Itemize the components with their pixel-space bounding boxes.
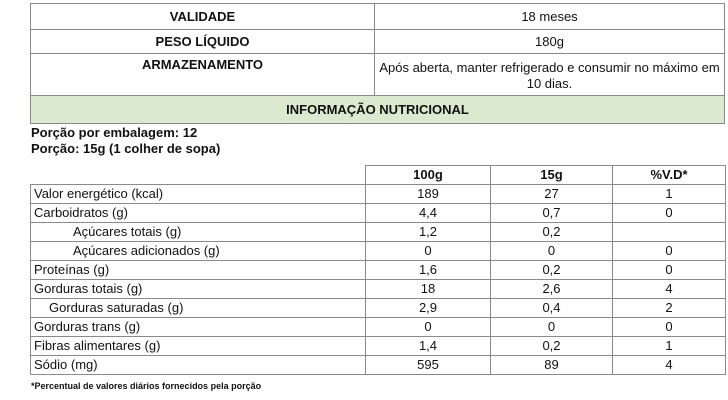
cell-15g: 0,4 (491, 299, 613, 318)
row-label: Açúcares totais (g) (31, 223, 366, 242)
row-label: Açúcares adicionados (g) (31, 242, 366, 261)
table-row (31, 242, 726, 261)
cell-100g: 0 (366, 318, 491, 337)
cell-100g: 2,9 (366, 299, 491, 318)
col-header-vd: %V.D* (613, 166, 726, 185)
portion-per-package: Porção por embalagem: 12 (31, 125, 198, 140)
info-key-armazenamento: ARMAZENAMENTO (31, 54, 375, 96)
cell-15g: 0,2 (491, 337, 613, 356)
cell-vd: 2 (613, 299, 726, 318)
info-key-validade: VALIDADE (31, 4, 375, 30)
row-label: Gorduras trans (g) (31, 318, 366, 337)
portion-block (31, 125, 220, 157)
cell-100g: 1,6 (366, 261, 491, 280)
cell-vd: 1 (613, 185, 726, 204)
cell-100g: 18 (366, 280, 491, 299)
cell-15g: 2,6 (491, 280, 613, 299)
col-header-15g: 15g (491, 166, 613, 185)
portion-serving: Porção: 15g (1 colher de sopa) (31, 141, 221, 156)
table-row (31, 318, 726, 337)
table-row (31, 223, 726, 242)
cell-15g: 0 (491, 318, 613, 337)
cell-100g: 595 (366, 356, 491, 375)
nutrition-table (30, 165, 726, 375)
cell-15g: 0,7 (491, 204, 613, 223)
row-label: Gorduras saturadas (g) (31, 299, 366, 318)
row-label: Gorduras totais (g) (31, 280, 366, 299)
info-row-validade (31, 4, 725, 30)
info-value-peso: 180g (375, 30, 725, 54)
row-label: Carboidratos (g) (31, 204, 366, 223)
cell-100g: 1,4 (366, 337, 491, 356)
header-blank (31, 166, 366, 185)
section-header: INFORMAÇÃO NUTRICIONAL (31, 96, 725, 124)
section-header-row (31, 96, 725, 124)
cell-100g: 1,2 (366, 223, 491, 242)
cell-100g: 0 (366, 242, 491, 261)
cell-15g: 0,2 (491, 223, 613, 242)
row-label: Fibras alimentares (g) (31, 337, 366, 356)
cell-vd: 0 (613, 318, 726, 337)
product-info-table (30, 3, 725, 124)
info-row-armazenamento (31, 54, 725, 96)
cell-vd: 0 (613, 242, 726, 261)
cell-vd: 1 (613, 337, 726, 356)
cell-100g: 189 (366, 185, 491, 204)
info-key-peso: PESO LÍQUIDO (31, 30, 375, 54)
row-label: Proteínas (g) (31, 261, 366, 280)
info-value-validade: 18 meses (375, 4, 725, 30)
nutrition-header-row (31, 166, 726, 185)
cell-vd (613, 223, 726, 242)
row-label: Valor energético (kcal) (31, 185, 366, 204)
cell-vd: 0 (613, 261, 726, 280)
cell-15g: 27 (491, 185, 613, 204)
table-row (31, 204, 726, 223)
table-row (31, 261, 726, 280)
col-header-100g: 100g (366, 166, 491, 185)
cell-15g: 89 (491, 356, 613, 375)
cell-vd: 4 (613, 280, 726, 299)
info-value-armazenamento: Após aberta, manter refrigerado e consumir no máximo em 10 dias. (375, 54, 725, 96)
table-row (31, 337, 726, 356)
table-row (31, 280, 726, 299)
footnote: *Percentual de valores diários fornecidos pela porção (31, 381, 262, 391)
table-row (31, 299, 726, 318)
table-row (31, 356, 726, 375)
table-row (31, 185, 726, 204)
row-label: Sódio (mg) (31, 356, 366, 375)
cell-15g: 0 (491, 242, 613, 261)
cell-vd: 4 (613, 356, 726, 375)
cell-vd: 0 (613, 204, 726, 223)
cell-15g: 0,2 (491, 261, 613, 280)
info-row-peso (31, 30, 725, 54)
cell-100g: 4,4 (366, 204, 491, 223)
